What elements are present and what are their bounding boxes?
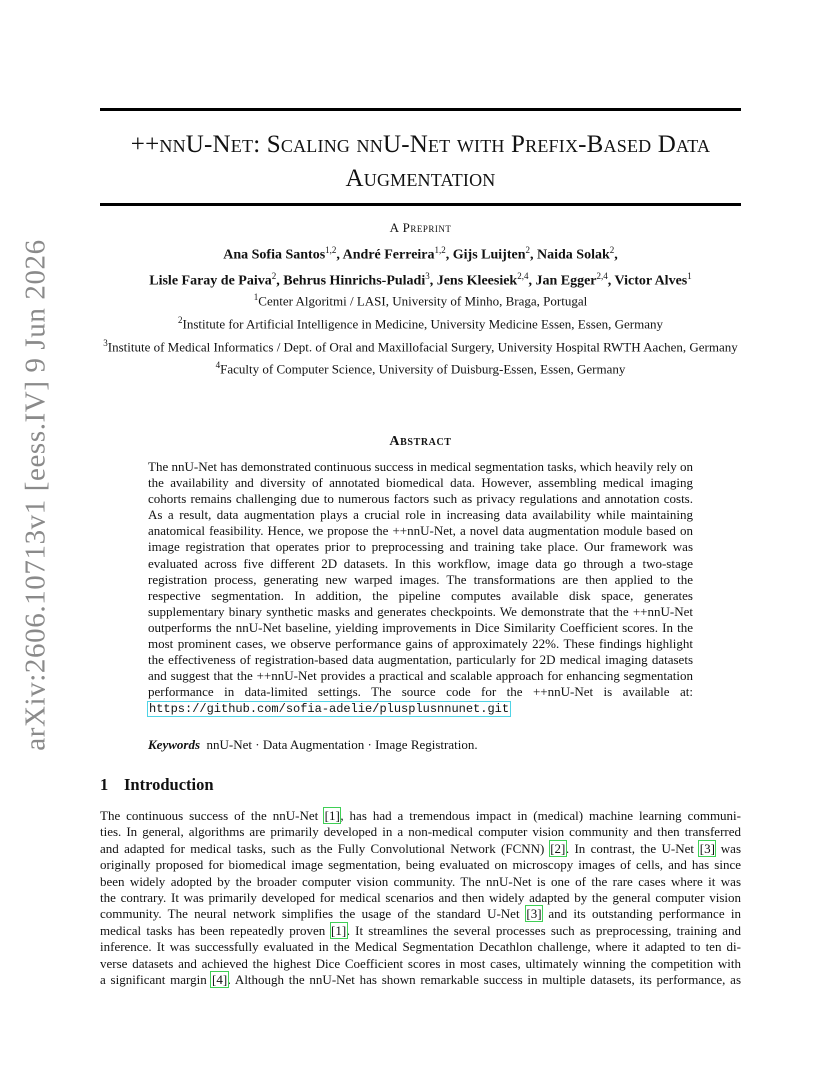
author-list [100,240,741,291]
intro-line [100,923,741,939]
citation-link[interactable]: [1] [331,922,347,938]
affiliation-marker: 4 [215,360,221,371]
author-name: Jan Egger [535,273,597,289]
intro-text: . Although the nnU-Net has shown remarkable success in multiple datasets, its performance, as [227,972,742,988]
citation-link[interactable]: [1] [324,808,340,823]
section-heading-introduction [100,775,214,795]
author-affiliation-marker: 2 [525,245,530,255]
affiliation-marker: 1 [253,292,259,302]
abstract-body [148,459,693,718]
author-affiliation-marker: 1,2 [325,245,337,255]
intro-text: was [715,840,741,856]
author-affiliation-marker: 2,4 [517,270,529,281]
intro-text: and adapted for medical tasks, such as the Fully Convolutional Network (FCNN) [100,840,550,856]
intro-line [100,841,741,857]
citation-link[interactable]: [4] [211,972,228,988]
intro-line [100,972,741,988]
title-top-rule [100,108,741,111]
affiliation-text: Institute for Artificial Intelligence in Medicine, University Medicine Essen, Essen, Germany [182,316,663,332]
author-name: Victor Alves [614,273,688,289]
title-line-2: Augmentation [345,165,496,192]
author-name: Ana Sofia Santos [223,247,326,263]
abstract-heading: Abstract [389,434,452,449]
intro-text: medical tasks has been repeatedly proven [100,922,331,938]
arxiv-id: arXiv:2606.10713v1 [eess.IV] 9 Jun 2026 [19,239,52,751]
preprint-label: A Preprint [389,220,452,235]
title-line-1: ++nnU-Net: Scaling nnU-Net with Prefix-Based Data [130,131,711,158]
citation-link[interactable]: [3] [526,906,542,922]
introduction-body [100,808,741,988]
affiliation [100,334,741,357]
intro-text: been widely adopted by the broader computer vision community. The nnU-Net is one of the rare cases where it was [100,873,741,889]
keywords-text: nnU-Net · Data Augmentation · Image Registration. [206,737,478,752]
intro-line [100,874,741,890]
author-name: Jens Kleesiek [436,273,518,289]
abstract-text: The nnU-Net has demonstrated continuous success in medical segmentation tasks, which heavily rely on the availability and diversity of annotated biomedical data. However, assembling medical imaging cohorts remains challenging due to numerous factors such as privacy regulations and annotation costs. As a result, data augmentation plays a crucial role in increasing data availability while maintaining anatomical feasibility. Hence, we propose the ++nnU-Net, a novel data augmentation module based on image registration that operates prior to preprocessing and training take place. Our framework was evaluated across five different 2D datasets. In this workflow, image data go through a two-stage registration process, generating new warped images. The transformations are then applied to the respective segmentation. In addition, the pipeline computes available disk space, generates supplementary binary synthetic masks and generates checkpoints. We demonstrate that the ++nnU-Net outperforms the nnU-Net baseline, yielding improvements in Dice Similarity Coefficient scores. In the most prominent cases, we observe performance gains of approximately 22%. These findings highlight the effectiveness of registration-based data augmentation, particularly for 2D medical imaging datasets and suggest that the ++nnU-Net provides a practical and scalable approach for enhancing segmentation performance in data-limited settings. The source code for the ++nnU-Net is available at: [148,459,693,700]
intro-line [100,956,741,972]
affiliation-text: Center Algoritmi / LASI, University of Minho, Braga, Portugal [258,293,588,309]
section-number: 1 [100,775,109,794]
author-affiliation-marker: 2 [271,270,277,281]
author-affiliation-marker: 2,4 [596,270,608,281]
affiliation-marker: 3 [103,337,108,348]
author-name: Naida Solak [537,247,610,263]
author-affiliation-marker: 2 [609,245,615,255]
paper-title [100,128,741,196]
affiliation-marker: 2 [177,314,183,325]
intro-text: . It streamlines the several processes such as preprocessing, training and [346,922,742,938]
affiliation-text: Institute of Medical Informatics / Dept. of Oral and Maxillofacial Surgery, University Hospital RWTH Aachen, Germany [107,338,738,354]
author-name: Behrus Hinrichs-Puladi [283,273,426,289]
intro-line [100,890,741,906]
code-repository-link[interactable]: https://github.com/sofia-adelie/plusplusnnunet.git [149,702,510,717]
authors-line-1: Ana Sofia Santos$^{1,2}$, André Ferreira$^{1,2}$, Gijs Luijten$^2$, Naida Solak$^2$, [223,245,618,263]
intro-text: a significant margin [100,972,212,988]
section-title: Introduction [124,775,214,794]
author-affiliation-marker: 3 [425,270,430,281]
intro-text: ties. In general, algorithms are primarily developed in a non-medical computer vision community and then transferred [100,824,741,840]
intro-line [100,808,741,824]
author-name: Gijs Luijten [452,247,526,263]
authors-line-2: Lisle Faray de Paiva$^2$, Behrus Hinrichs-Puladi$^3$, Jens Kleesiek$^{2,4}$, Jan Egger$^{2,4}$, Victor Alves$^1$ [149,270,692,289]
author-name: André Ferreira [342,247,435,263]
intro-text: community. The neural network simplifies the usage of the standard U-Net [100,906,526,922]
intro-text: verse datasets and achieved the highest Dice Coefficient scores in most cases, ultimately winning the competition with [100,955,741,971]
intro-text: inference. It was successfully evaluated in the Medical Segmentation Decathlon challenge, where it adapted to ten di- [100,939,741,955]
keywords-label: Keywords [148,737,200,752]
intro-line [100,906,741,922]
intro-line [100,857,741,873]
author-affiliation-marker: 1 [687,270,692,281]
intro-line [100,824,741,840]
intro-text: originally proposed for biomedical image segmentation, being evaluated on microscopy images of cells, and has since [100,857,741,873]
intro-text: and its outstanding performance in [542,906,741,922]
affiliation [100,288,741,311]
citation-link[interactable]: [2] [550,840,566,856]
title-bottom-rule [100,203,741,206]
intro-text: , has had a tremendous impact in (medical) machine learning communi- [340,808,741,823]
author-affiliation-marker: 1,2 [434,245,446,255]
citation-link[interactable]: [3] [699,840,715,856]
affiliation [100,356,741,379]
author-name: Lisle Faray de Paiva [149,273,272,289]
intro-line [100,939,741,955]
affiliation-text: Faculty of Computer Science, University of Duisburg-Essen, Essen, Germany [220,361,626,377]
keywords-line [148,737,478,753]
affiliation-list [100,288,741,379]
intro-text: . In contrast, the U-Net [565,840,700,856]
intro-text: The continuous success of the nnU-Net [100,808,325,823]
arxiv-sidebar-stamp [14,239,58,751]
affiliation [100,311,741,334]
intro-text: the contrary. It was primarily developed for medical scenarios and then widely adapted by the general computer vision [100,890,741,906]
